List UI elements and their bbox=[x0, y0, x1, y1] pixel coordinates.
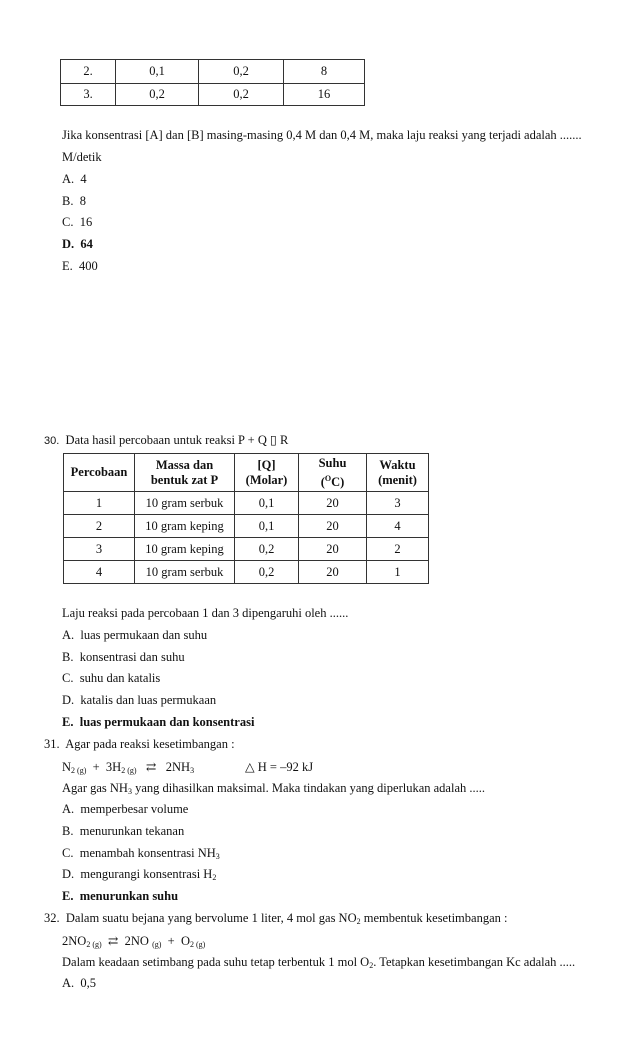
answer-option-e-correct bbox=[62, 889, 178, 904]
header-percobaan: Percobaan bbox=[64, 454, 135, 492]
subscript: 2 (g) bbox=[189, 940, 206, 949]
equilibrium-equation bbox=[62, 759, 194, 775]
option-text: menambah konsentrasi NH bbox=[79, 846, 216, 860]
answer-option-a bbox=[62, 172, 87, 187]
table-cell: 10 gram keping bbox=[135, 515, 235, 538]
question-text: Data hasil percobaan untuk reaksi P + Q ▯ R bbox=[65, 433, 289, 447]
text: yang dihasilkan maksimal. Maka tindakan yang diperlukan adalah ..... bbox=[131, 781, 485, 795]
formula: 2NO bbox=[124, 934, 149, 948]
answer-option-a bbox=[62, 802, 188, 817]
header-suhu bbox=[299, 454, 367, 492]
answer-option-a bbox=[62, 976, 96, 991]
table-cell: 1 bbox=[64, 492, 135, 515]
text: Dalam keadaan setimbang pada suhu tetap terbentuk 1 mol O bbox=[62, 955, 370, 969]
table-cell: 2 bbox=[64, 515, 135, 538]
question-31-text bbox=[62, 781, 485, 796]
question-31-stem bbox=[44, 737, 235, 752]
table-cell: 0,1 bbox=[235, 515, 299, 538]
table-header-row bbox=[64, 454, 429, 492]
subscript: 2 (g) bbox=[121, 766, 137, 775]
table-cell: 4 bbox=[64, 561, 135, 584]
option-letter: A. bbox=[62, 802, 75, 816]
question-32-stem bbox=[44, 911, 507, 926]
table-cell: 2 bbox=[367, 538, 429, 561]
table-cell: 8 bbox=[284, 60, 365, 84]
answer-option-b bbox=[62, 194, 86, 209]
header-text: (Molar) bbox=[245, 472, 288, 487]
table-cell: 4 bbox=[367, 515, 429, 538]
option-letter: C. bbox=[62, 671, 74, 685]
formula: 2NO bbox=[62, 934, 87, 948]
answer-option-b bbox=[62, 824, 184, 839]
formula: O bbox=[180, 934, 190, 948]
answer-option-c bbox=[62, 215, 92, 230]
answer-option-d bbox=[62, 693, 216, 708]
table-cell: 16 bbox=[284, 84, 365, 106]
header-q-molar bbox=[235, 454, 299, 492]
question-number: 30. bbox=[44, 435, 60, 447]
table-cell: 0,2 bbox=[199, 84, 284, 106]
option-text: luas permukaan dan konsentrasi bbox=[79, 715, 255, 729]
question-30-stem bbox=[44, 432, 288, 448]
header-text: Suhu bbox=[318, 455, 347, 470]
answer-option-e bbox=[62, 259, 98, 274]
text: Agar gas NH bbox=[62, 781, 128, 795]
option-text: 16 bbox=[79, 215, 93, 229]
option-text: 0,5 bbox=[80, 976, 97, 990]
subscript: 2 bbox=[369, 961, 374, 970]
question-text: Dalam suatu bejana yang bervolume 1 liter, 4 mol gas NO bbox=[65, 911, 357, 925]
answer-option-d bbox=[62, 867, 216, 882]
enthalpy-change: △ H = –92 kJ bbox=[245, 760, 314, 774]
option-text: 400 bbox=[79, 259, 98, 273]
header-text: bentuk zat P bbox=[150, 472, 219, 487]
answer-option-b bbox=[62, 650, 185, 665]
option-text: 8 bbox=[79, 194, 86, 208]
table-cell: 1 bbox=[367, 561, 429, 584]
subscript: 3 bbox=[127, 787, 132, 796]
option-letter: D. bbox=[62, 867, 75, 881]
header-massa bbox=[135, 454, 235, 492]
subscript: (g) bbox=[152, 940, 162, 949]
subscript: 2 (g) bbox=[86, 940, 102, 949]
option-text: katalis dan luas permukaan bbox=[80, 693, 217, 707]
table-cell: 0,2 bbox=[235, 561, 299, 584]
header-text: ( bbox=[320, 474, 325, 489]
question-30-text: Laju reaksi pada percobaan 1 dan 3 dipengaruhi oleh ...... bbox=[62, 606, 349, 620]
table-cell: 10 gram keping bbox=[135, 538, 235, 561]
option-letter: E. bbox=[62, 889, 74, 903]
experiment-data-table bbox=[63, 453, 429, 584]
answer-option-c bbox=[62, 846, 220, 861]
question-32-text bbox=[62, 955, 575, 970]
header-text: Waktu bbox=[379, 457, 416, 472]
option-letter: C. bbox=[62, 846, 74, 860]
answer-option-e-correct bbox=[62, 715, 254, 730]
question-text: membentuk kesetimbangan : bbox=[360, 911, 508, 925]
option-letter: E. bbox=[62, 259, 73, 273]
option-text: memperbesar volume bbox=[80, 802, 189, 816]
subscript: 2 (g) bbox=[71, 766, 87, 775]
question-stem: Jika konsentrasi [A] dan [B] masing-masing 0,4 M dan 0,4 M, maka laju reaksi yang terjadi adalah ....... bbox=[62, 128, 582, 142]
table-cell: 10 gram serbuk bbox=[135, 492, 235, 515]
option-text: menurunkan suhu bbox=[79, 889, 179, 903]
question-number: 31. bbox=[44, 737, 60, 751]
formula: N bbox=[62, 760, 72, 774]
question-stem-unit: M/detik bbox=[62, 150, 102, 164]
table-cell: 0,1 bbox=[116, 60, 199, 84]
equilibrium-arrow-icon: ⇄ bbox=[145, 760, 157, 774]
option-letter: E. bbox=[62, 715, 74, 729]
option-text: suhu dan katalis bbox=[79, 671, 161, 685]
table-row bbox=[64, 492, 429, 515]
option-text: menurunkan tekanan bbox=[79, 824, 185, 838]
table-cell: 20 bbox=[299, 492, 367, 515]
table-cell: 20 bbox=[299, 561, 367, 584]
table-cell: 3 bbox=[367, 492, 429, 515]
subscript: 3 bbox=[190, 766, 195, 775]
formula: 3H bbox=[105, 760, 122, 774]
answer-option-a bbox=[62, 628, 207, 643]
option-letter: B. bbox=[62, 194, 74, 208]
option-letter: A. bbox=[62, 976, 75, 990]
option-text: 4 bbox=[80, 172, 87, 186]
table-cell: 20 bbox=[299, 538, 367, 561]
table-row bbox=[64, 561, 429, 584]
option-text: konsentrasi dan suhu bbox=[79, 650, 185, 664]
table-cell: 0,2 bbox=[235, 538, 299, 561]
text: . Tetapkan kesetimbangan Kc adalah ..... bbox=[373, 955, 576, 969]
header-text: [Q] bbox=[257, 457, 276, 472]
table-cell: 10 gram serbuk bbox=[135, 561, 235, 584]
option-letter: B. bbox=[62, 824, 74, 838]
answer-option-d-correct bbox=[62, 237, 93, 252]
table-cell: 0,1 bbox=[235, 492, 299, 515]
option-text: 64 bbox=[80, 237, 93, 251]
option-letter: D. bbox=[62, 693, 75, 707]
table-cell: 0,2 bbox=[116, 84, 199, 106]
option-letter: C. bbox=[62, 215, 74, 229]
table-row bbox=[61, 84, 365, 106]
equilibrium-arrow-icon: ⇄ bbox=[107, 934, 119, 948]
table-row bbox=[64, 538, 429, 561]
question-text: Agar pada reaksi kesetimbangan : bbox=[65, 737, 235, 751]
table-row bbox=[64, 515, 429, 538]
table-cell: 0,2 bbox=[199, 60, 284, 84]
subscript: 2 bbox=[212, 873, 217, 882]
option-text: mengurangi konsentrasi H bbox=[80, 867, 213, 881]
formula: 2NH bbox=[165, 760, 191, 774]
degree-superscript: O bbox=[324, 473, 332, 483]
answer-option-c bbox=[62, 671, 160, 686]
reaction-data-table-top bbox=[60, 59, 365, 106]
equilibrium-equation bbox=[62, 933, 205, 949]
plus-sign: + bbox=[92, 760, 100, 774]
option-letter: A. bbox=[62, 628, 75, 642]
option-letter: A. bbox=[62, 172, 75, 186]
option-letter: B. bbox=[62, 650, 74, 664]
header-text: C) bbox=[331, 474, 345, 489]
table-cell: 20 bbox=[299, 515, 367, 538]
table-row bbox=[61, 60, 365, 84]
subscript: 3 bbox=[215, 852, 220, 861]
option-letter: D. bbox=[62, 237, 75, 251]
option-text: luas permukaan dan suhu bbox=[80, 628, 208, 642]
header-text: (menit) bbox=[378, 472, 417, 487]
subscript: 2 bbox=[356, 917, 361, 926]
table-cell: 3. bbox=[61, 84, 116, 106]
header-text: Massa dan bbox=[155, 457, 214, 472]
question-number: 32. bbox=[44, 911, 60, 925]
table-cell: 2. bbox=[61, 60, 116, 84]
table-cell: 3 bbox=[64, 538, 135, 561]
plus-sign: + bbox=[167, 934, 175, 948]
header-waktu bbox=[367, 454, 429, 492]
